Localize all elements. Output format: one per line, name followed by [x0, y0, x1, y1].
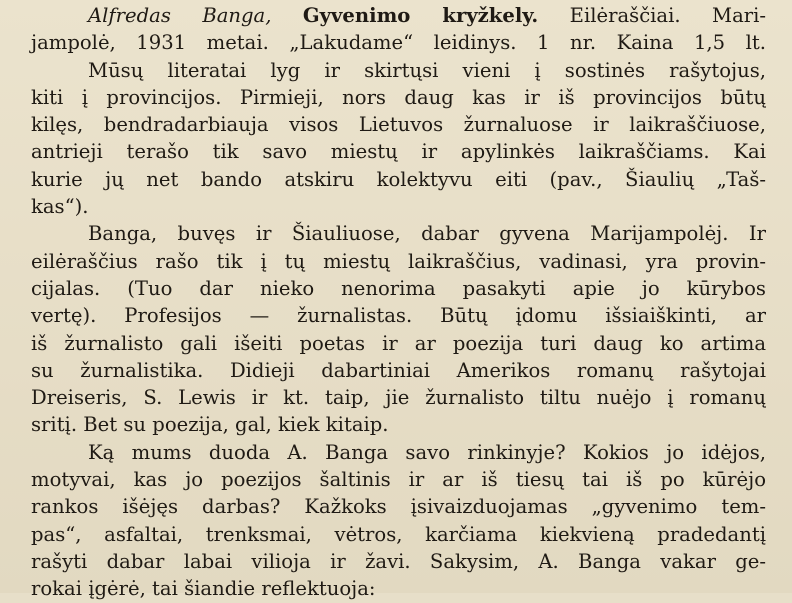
header-details: Eilėraščiai. Mari- — [569, 4, 767, 27]
paragraph-line: iš žurnalisto gali išeiti poetas ir ar poezija turi daug ko artima — [31, 331, 766, 355]
review-header — [31, 2, 766, 29]
paragraph-line: Mūsų literatai lyg ir skirtųsi vieni į sostinės rašytojus, — [88, 58, 766, 82]
paragraph-line: motyvai, kas jo poezijos šaltinis ir ar iš tiesų tai iš po kūrėjo — [31, 468, 766, 492]
paragraph-line: cijalas. (Tuo dar nieko nenorima pasakyti apie jo kūrybos — [31, 276, 766, 300]
paragraph-line: pas“, asfaltai, trenksmai, vėtros, karčiama kiekvieną pradedantį — [31, 522, 766, 546]
paragraph-line: rokai įgėrė, tai šiandie reflektuoja: — [31, 577, 376, 601]
review-text — [31, 2, 766, 603]
paragraph-line: antrieji terašo tik savo miestų ir apylinkės laikraščiams. Kai — [31, 140, 766, 164]
paragraph-line: rašyti dabar labai vilioja ir žavi. Sakysim, A. Banga vakar ge- — [31, 549, 766, 573]
paragraph-line: Ką mums duoda A. Banga savo rinkinyje? Kokios jo idėjos, — [88, 440, 766, 464]
header-publication-line: jampolė, 1931 metai. „Lakudame“ leidinys. 1 nr. Kaina 1,5 lt. — [31, 31, 766, 55]
paragraph-line: Banga, buvęs ir Šiauliuose, dabar gyvena Marijampolėj. Ir — [88, 222, 766, 246]
paragraph-line: rankos išėjęs darbas? Kažkoks įsivaizduojamas „gyvenimo tem- — [31, 495, 766, 519]
paragraph-line: sritį. Bet su poezija, gal, kiek kitaip. — [31, 413, 389, 437]
paragraph-line: kilęs, bendradarbiauja visos Lietuvos žurnaluose ir laikraščiuose, — [31, 113, 766, 137]
paragraph-line: Dreiseris, S. Lewis ir kt. taip, jie žurnalisto tiltu nuėjo į romanų — [31, 386, 766, 410]
author-name: Alfredas Banga, — [88, 4, 272, 27]
paragraph-line: eilėraščius rašo tik į tų miestų laikraščius, vadinasi, yra provin- — [31, 249, 766, 273]
paragraph-line: kurie jų net bando atskiru kolektyvu eiti (pav., Šiaulių „Taš- — [31, 167, 766, 191]
paragraph-line: vertę). Profesijos — žurnalistas. Būtų įdomu išsiaiškinti, ar — [31, 304, 766, 328]
paragraph-line: kas“). — [31, 195, 89, 219]
book-title: Gyvenimo kryžkely. — [302, 4, 539, 27]
paragraph-line: su žurnalistika. Didieji dabartiniai Amerikos romanų rašytojai — [31, 358, 766, 382]
paragraph-line: kiti į provincijos. Pirmieji, nors daug kas ir iš provincijos būtų — [31, 85, 766, 109]
